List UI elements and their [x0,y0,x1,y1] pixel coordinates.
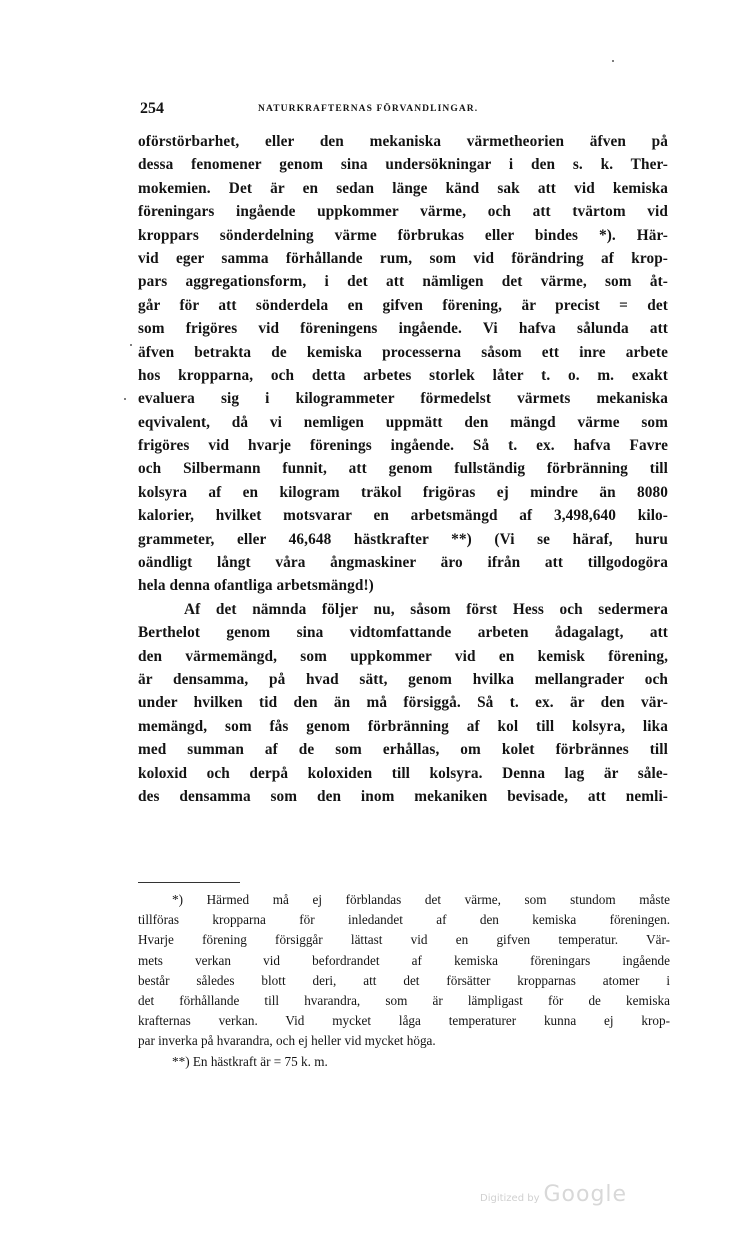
footnotes [138,890,670,1072]
text-line: vid eger samma förhållande rum, som vid förändring af krop- [138,249,668,267]
text-line: är densamma, på hvad sätt, genom hvilka mellangrader och [138,670,668,688]
page-number: 254 [140,100,164,117]
text-line: och Silbermann funnit, att genom fullständig förbränning till [138,460,668,478]
text-line: under hvilken tid den än må försiggå. Så t. ex. är den vär- [138,694,668,712]
running-title: NATURKRAFTERNAS FÖRVANDLINGAR. [258,104,479,114]
text-line: Af det nämnda följer nu, såsom först Hess och sedermera [184,600,668,618]
text-line: evaluera sig i kilogrammeter förmedelst värmets mekaniska [138,390,668,408]
text-line: går för att sönderdela en gifven förening, är precist = det [138,296,668,314]
text-line: memängd, som fås genom förbränning af kol till kolsyra, lika [138,717,668,735]
footnote-line: **) En hästkraft är = 75 k. m. [172,1053,328,1069]
text-line: äfven betrakta de kemiska processerna såsom ett inre arbete [138,343,668,361]
footnote-line: Hvarje förening försiggår lättast vid en gifven temperatur. Vär- [138,932,670,948]
text-line: grammeter, eller 46,648 hästkrafter **) (Vi se häraf, huru [138,530,668,548]
footnote-divider [138,882,240,883]
text-line: oändligt långt våra ångmaskiner äro ifrån att tillgodogöra [138,554,668,572]
text-line: Berthelot genom sina vidtomfattande arbeten ådagalagt, att [138,624,668,642]
scan-speck [612,60,614,62]
text-line: pars aggregationsform, i det att nämligen det värme, som åt- [138,273,668,291]
page-header [138,100,658,124]
main-text [138,130,668,808]
text-line: föreningars ingående uppkommer värme, och att tvärtom vid [138,203,668,221]
scan-speck [130,344,132,346]
text-line: koloxid och derpå koloxiden till kolsyra. Denna lag är såle- [138,764,668,782]
text-line: med summan af de som erhållas, om kolet förbrännes till [138,741,668,759]
text-line: des densamma som den inom mekaniken bevisade, att nemli- [138,787,668,805]
watermark-prefix: Digitized by [480,1193,540,1204]
footnote-line: mets verkan vid befordrandet af kemiska föreningars ingående [138,952,670,968]
text-line: den värmemängd, som uppkommer vid en kemisk förening, [138,647,668,665]
text-line: eqvivalent, då vi nemligen uppmätt den mängd värme som [138,413,668,431]
footnote-line: par inverka på hvarandra, och ej heller vid mycket höga. [138,1033,436,1049]
text-line: kolsyra af en kilogram träkol frigöras ej mindre än 8080 [138,483,668,501]
footnote-line: *) Härmed må ej förblandas det värme, som stundom måste [172,892,670,907]
footnote-line: krafternas verkan. Vid mycket låga temperaturer kunna ej krop- [138,1013,670,1029]
digitization-watermark [480,1182,627,1207]
footnote-line: det förhållande till hvarandra, som är lämpligast för de kemiska [138,992,670,1008]
scan-speck [124,398,126,400]
watermark-brand: Google [543,1182,628,1207]
text-line: som frigöres vid föreningens ingående. Vi hafva sålunda att [138,320,668,338]
text-line: frigöres vid hvarje förenings ingående. Så t. ex. hafva Favre [138,437,668,455]
text-line: oförstörbarhet, eller den mekaniska värmetheorien äfven på [138,133,668,150]
text-line: hos kropparna, och detta arbetes storlek låter t. o. m. exakt [138,366,668,384]
text-line: kroppars sönderdelning värme förbrukas eller bindes *). Här- [138,226,668,244]
footnote-line: består således blott deri, att det försätter kropparnas atomer i [138,972,670,988]
text-line: dessa fenomener genom sina undersökningar i den s. k. Ther- [138,156,668,174]
text-line: hela denna ofantliga arbetsmängd!) [138,577,374,595]
text-line: kalorier, hvilket motsvarar en arbetsmängd af 3,498,640 kilo- [138,507,668,525]
text-line: mokemien. Det är en sedan länge känd sak att vid kemiska [138,179,668,197]
footnote-line: tillföras kropparna för inledandet af den kemiska föreningen. [138,912,670,928]
